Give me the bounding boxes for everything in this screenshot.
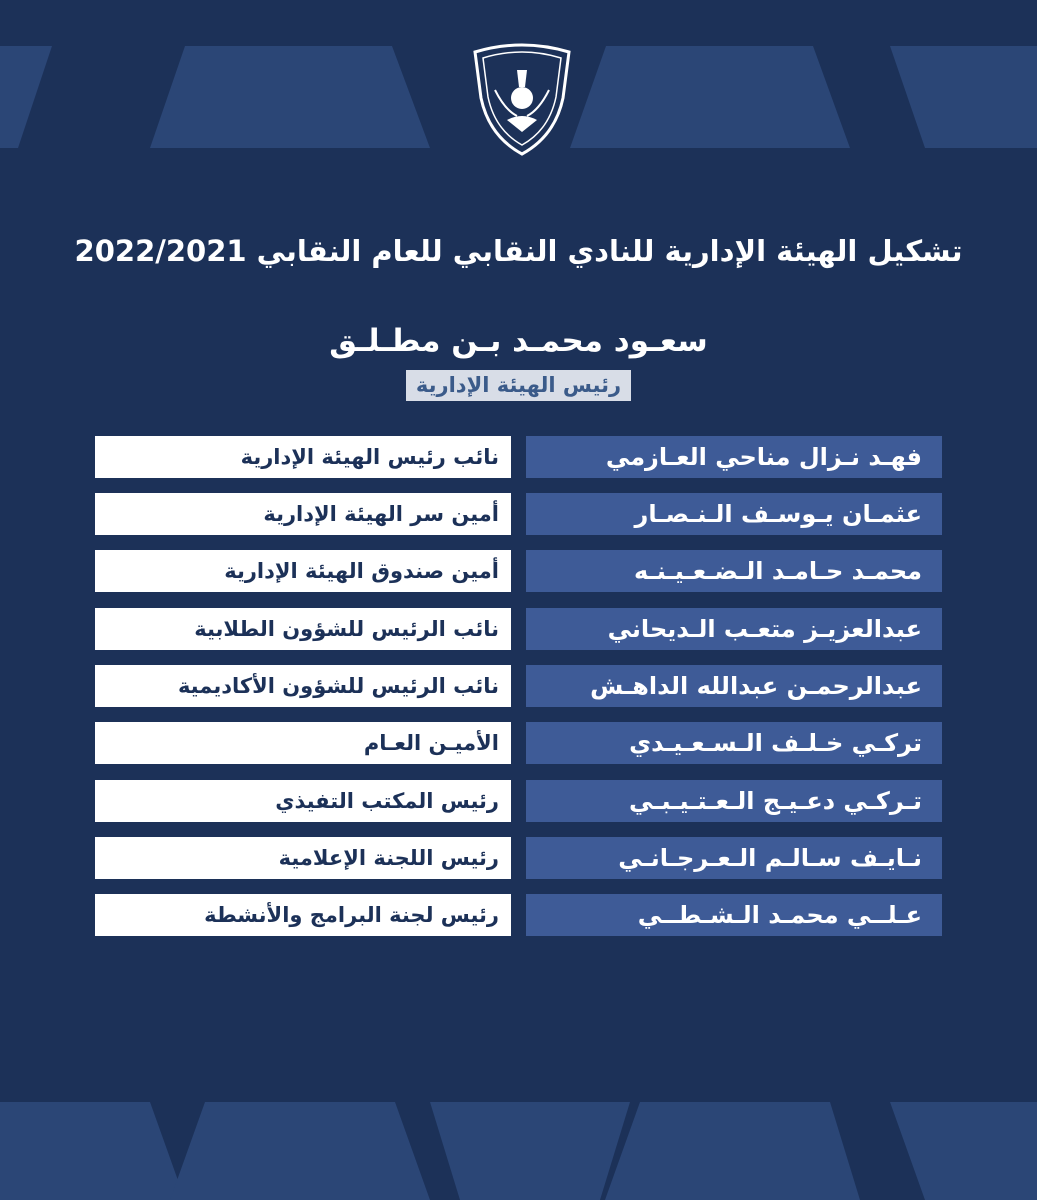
bottom-decorative-band xyxy=(0,1102,1037,1200)
member-role: الأميـن العـام xyxy=(95,722,511,764)
page-title: تشكيل الهيئة الإدارية للنادي النقابي للعام النقابي 2022/2021 xyxy=(74,234,963,268)
member-name: تـركـي دعـيـج الـعـتـيـبـي xyxy=(526,780,942,822)
member-role: أمين سر الهيئة الإدارية xyxy=(95,493,511,535)
member-role: نائب رئيس الهيئة الإدارية xyxy=(95,436,511,478)
member-role: أمين صندوق الهيئة الإدارية xyxy=(95,550,511,592)
member-name: محمـد حـامـد الـضـعـيـنـه xyxy=(526,550,942,592)
chairman-role: رئيس الهيئة الإدارية xyxy=(406,370,631,401)
member-role: رئيس المكتب التفيذي xyxy=(95,780,511,822)
member-name: فهـد نـزال مناحي العـازمي xyxy=(526,436,942,478)
chairman-name: سعـود محمـد بـن مطـلـق xyxy=(329,323,708,359)
member-row xyxy=(95,665,942,707)
member-row xyxy=(95,722,942,764)
member-row xyxy=(95,780,942,822)
member-role: رئيس اللجنة الإعلامية xyxy=(95,837,511,879)
member-role: رئيس لجنة البرامج والأنشطة xyxy=(95,894,511,936)
member-name: تركـي خـلـف الـسـعـيـدي xyxy=(526,722,942,764)
member-row xyxy=(95,493,942,535)
member-row xyxy=(95,608,942,650)
member-name: عـلــي محمـد الـشـطــي xyxy=(526,894,942,936)
member-name: عبدالرحمـن عبدالله الداهـش xyxy=(526,665,942,707)
member-row xyxy=(95,550,942,592)
member-name: عثمـان يـوسـف الـنـصـار xyxy=(526,493,942,535)
member-name: عبدالعزيـز متعـب الـديحاني xyxy=(526,608,942,650)
member-role: نائب الرئيس للشؤون الطلابية xyxy=(95,608,511,650)
member-row xyxy=(95,436,942,478)
member-name: نـايـف سـالـم الـعـرجـانـي xyxy=(526,837,942,879)
member-row xyxy=(95,837,942,879)
member-row xyxy=(95,894,942,936)
member-role: نائب الرئيس للشؤون الأكاديمية xyxy=(95,665,511,707)
